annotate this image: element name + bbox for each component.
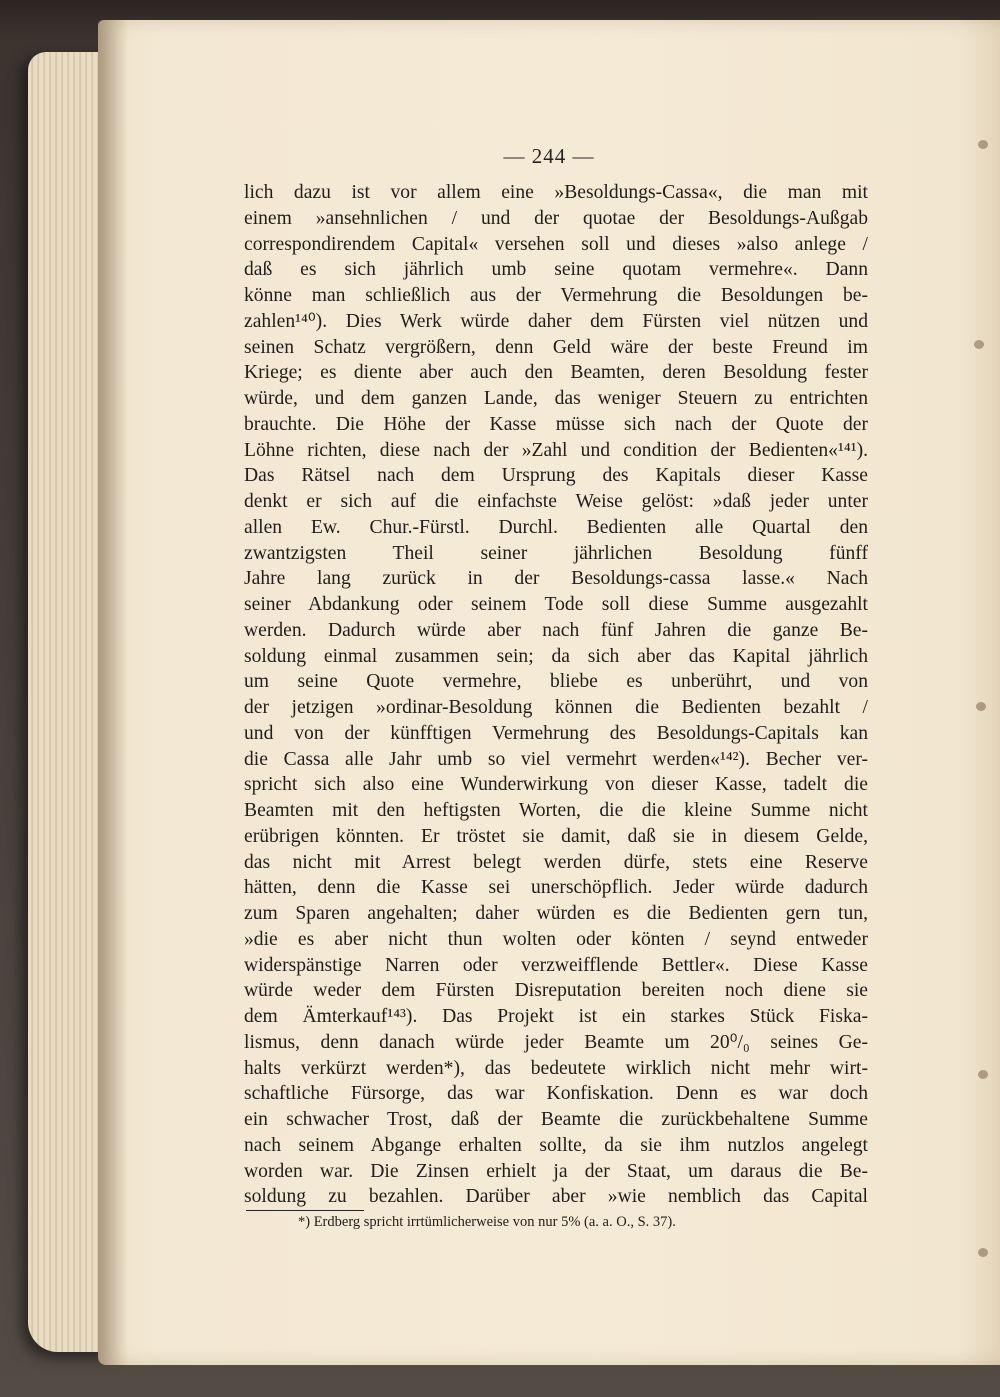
text-line: Löhne richten, diese nach der »Zahl und condition der Bedienten«¹⁴¹). — [244, 439, 868, 461]
text-line: Das Rätsel nach dem Ursprung des Kapitals dieser Kasse — [244, 465, 868, 487]
text-line: worden war. Die Zinsen erhielt ja der Staat, um daraus die Be- — [244, 1160, 868, 1182]
text-line: lismus, denn danach würde jeder Beamte um 20⁰/₀ seines Ge- — [244, 1031, 868, 1053]
text-line: das nicht mit Arrest belegt werden dürfe, stets eine Reserve — [244, 851, 868, 873]
text-line: erübrigen könnten. Er tröstet sie damit, daß sie in diesem Gelde, — [244, 825, 868, 847]
text-line: um seine Quote vermehre, bliebe es unberührt, und von — [244, 671, 868, 693]
text-line: schaftliche Fürsorge, das war Konfiskation. Denn es war doch — [244, 1083, 868, 1105]
text-line: hätten, denn die Kasse sei unerschöpflich. Jeder würde dadurch — [244, 877, 868, 899]
page-edge-mark — [978, 140, 988, 149]
text-line: seinen Schatz vergrößern, denn Geld wäre der beste Freund im — [244, 336, 868, 358]
text-line: halts verkürzt werden*), das bedeutete wirklich nicht mehr wirt- — [244, 1057, 868, 1079]
body-text — [244, 180, 868, 1210]
text-line: brauchte. Die Höhe der Kasse müsse sich nach der Quote der — [244, 413, 868, 435]
text-line: und von der künfftigen Vermehrung des Besoldungs-Capitals kan — [244, 722, 868, 744]
text-line: zwantzigsten Theil seiner jährlichen Besoldung fünff — [244, 542, 868, 564]
text-line: könne man schließlich aus der Vermehrung die Besoldungen be- — [244, 285, 868, 306]
text-line: einem »ansehnlichen / und der quotae der Besoldungs-Außgab — [244, 207, 868, 229]
text-line: widerspänstige Narren oder verzweifflende Bettler«. Diese Kasse — [244, 954, 868, 976]
page-edge-mark — [978, 1070, 988, 1079]
text-line: ein schwacher Trost, daß der Beamte die zurückbehaltene Summe — [244, 1109, 868, 1130]
text-line: correspondirendem Capital« versehen soll und dieses »also anlege / — [244, 233, 868, 255]
footnote-rule — [246, 1210, 364, 1211]
text-line: zum Sparen angehalten; daher würden es die Bedienten gern tun, — [244, 903, 868, 924]
text-line: der jetzigen »ordinar-Besoldung können die Bedienten bezahlt / — [244, 697, 868, 718]
text-line: soldung zu bezahlen. Darüber aber »wie nemblich das Capital — [244, 1186, 868, 1208]
text-line: denkt er sich auf die einfachste Weise gelöst: »daß jeder unter — [244, 491, 868, 512]
text-line: spricht sich also eine Wunderwirkung von dieser Kasse, tadelt die — [244, 774, 868, 796]
text-line: die Cassa alle Jahr umb so viel vermehrt werden«¹⁴²). Becher ver- — [244, 748, 868, 770]
text-line: dem Ämterkauf¹⁴³). Das Projekt ist ein starkes Stück Fiska- — [244, 1006, 868, 1027]
text-line: nach seinem Abgange erhalten sollte, da sie ihm nutzlos angelegt — [244, 1134, 868, 1156]
text-line: »die es aber nicht thun wolten oder könten / seynd entweder — [244, 928, 868, 950]
text-line: zahlen¹⁴⁰). Dies Werk würde daher dem Fürsten viel nützen und — [244, 310, 868, 332]
text-line: würde weder dem Fürsten Disreputation bereiten noch diene sie — [244, 980, 868, 1002]
text-line: daß es sich jährlich umb seine quotam vermehre«. Dann — [244, 259, 868, 281]
text-line: soldung einmal zusammen sein; da sich aber das Kapital jährlich — [244, 645, 868, 667]
page-number: — 244 — — [503, 144, 595, 168]
text-line: Jahre lang zurück in der Besoldungs-cassa lasse.« Nach — [244, 568, 868, 590]
gutter-shadow — [98, 20, 128, 1365]
footnote: *) Erdberg spricht irrtümlicherweise von nur 5% (a. a. O., S. 37). — [298, 1214, 676, 1230]
text-line: würde, und dem ganzen Lande, das weniger Steuern zu entrichten — [244, 388, 868, 409]
page-edge-mark — [976, 702, 986, 711]
text-line: Kriege; es diente aber auch den Beamten, deren Besoldung fester — [244, 362, 868, 384]
text-line: lich dazu ist vor allem eine »Besoldungs-Cassa«, die man mit — [244, 182, 868, 203]
text-line: allen Ew. Chur.-Fürstl. Durchl. Bedienten alle Quartal den — [244, 516, 868, 538]
page-edge-mark — [974, 340, 984, 349]
text-line: werden. Dadurch würde aber nach fünf Jahren die ganze Be- — [244, 619, 868, 641]
text-line: Beamten mit den heftigsten Worten, die die kleine Summe nicht — [244, 800, 868, 821]
text-line: seiner Abdankung oder seinem Tode soll diese Summe ausgezahlt — [244, 594, 868, 615]
page-edge-mark — [978, 1248, 988, 1257]
